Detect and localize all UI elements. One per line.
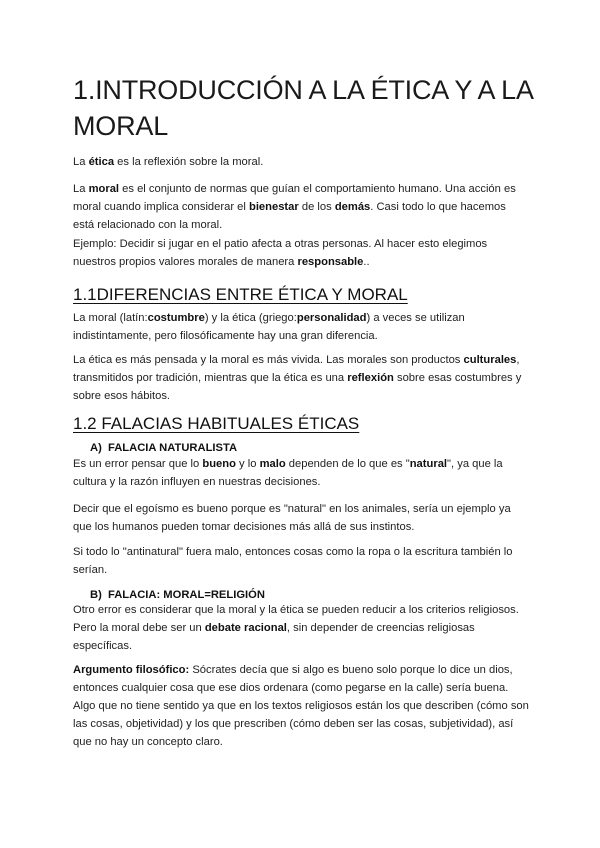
text-run: es la reflexión sobre la moral. (114, 156, 264, 168)
fallacy-b-paragraph-1 (73, 601, 529, 655)
bold-term-reflexion: reflexión (347, 372, 394, 384)
text-run: La moral (latín: (73, 312, 148, 324)
section-heading-1-1: 1.1DIFERENCIAS ENTRE ÉTICA Y MORAL (73, 285, 408, 304)
text-run: es el conjunto de normas que guían el comportamiento humano. Una acción es moral cuando implica considerar el (73, 183, 516, 213)
bold-term-demas: demás (334, 201, 371, 213)
bold-term-natural: natural (409, 458, 448, 470)
intro-paragraph-1 (73, 153, 529, 171)
text-run: , transmitidos por tradición, mientras que la ética es una (73, 354, 520, 384)
subheading-text: FALACIA NATURALISTA (108, 442, 238, 454)
text-run: Otro error es considerar que la moral y la ética se pueden reducir a los criterios religiosos. Pero la moral debe ser un (73, 604, 519, 634)
bold-term-moral: moral (88, 183, 120, 195)
text-run: .. (363, 256, 370, 268)
text-run: La ética es más pensada y la moral es más vivida. Las morales son productos (73, 354, 464, 366)
bold-term-malo: malo (259, 458, 286, 470)
subheading-falacia-naturalista (90, 440, 510, 456)
bold-term-costumbre: costumbre (147, 312, 205, 324)
bold-term-responsable: responsable (297, 256, 364, 268)
text-run: dependen de lo que es " (285, 458, 410, 470)
text-run: Es un error pensar que lo (73, 458, 203, 470)
page-title: 1.INTRODUCCIÓN A LA ÉTICA Y A LA MORAL (73, 75, 533, 141)
subheading-label: B) (90, 589, 102, 601)
text-run: Ejemplo: Decidir si jugar en el patio afecta a otras personas. Al hacer esto elegimos nuestros propios valores morales de manera (73, 238, 488, 268)
text-run: Sócrates decía que si algo es bueno solo porque lo dice un dios, entonces cualquier cosa que ese dios ordenara (como pegarse en la calle) sería buena. Algo que no tiene sentido ya que en los textos religiosos están los que describen (cómo son las cosas, objetividad) y los que prescriben (cómo deben ser las cosas, subjetividad), así que no hay un concepto claro. (73, 664, 529, 748)
intro-paragraph-3 (73, 235, 529, 271)
bold-term-etica: ética (88, 156, 115, 168)
text-run: de los (298, 201, 335, 213)
text-run: . Casi todo lo que hacemos está relacionado con la moral. (73, 201, 506, 231)
text-run: sobre esas costumbres y sobre esos hábitos. (73, 372, 522, 402)
fallacy-a-paragraph-3: Si todo lo "antinatural" fuera malo, entonces cosas como la ropa o la escritura también lo serían. (73, 546, 513, 576)
intro-paragraph-2 (73, 180, 529, 234)
text-run: , sin depender de creencias religiosas específicas. (73, 622, 475, 652)
fallacy-b-paragraph-2 (73, 661, 529, 751)
bold-term-bienestar: bienestar (248, 201, 299, 213)
text-run: La (73, 183, 89, 195)
bold-term-argumento-filosofico: Argumento filosófico: (73, 664, 190, 676)
text-run: La (73, 156, 89, 168)
bold-term-bueno: bueno (202, 458, 236, 470)
section1-paragraph-2 (73, 351, 529, 405)
fallacy-a-paragraph-2: Decir que el egoísmo es bueno porque es "natural" en los animales, sería un ejemplo ya que los humanos pueden tomar decisiones más allá de sus instintos. (73, 503, 511, 533)
section1-paragraph-1 (73, 309, 529, 345)
subheading-text: FALACIA: MORAL=RELIGIÓN (108, 589, 265, 601)
bold-term-personalidad: personalidad (296, 312, 367, 324)
section-heading-1-2: 1.2 FALACIAS HABITUALES ÉTICAS (73, 414, 360, 433)
fallacy-a-paragraph-1 (73, 455, 529, 491)
bold-term-debate-racional: debate racional (204, 622, 287, 634)
bold-term-culturales: culturales (463, 354, 517, 366)
subheading-label: A) (90, 442, 102, 454)
text-run: y lo (235, 458, 260, 470)
text-run: ) a veces se utilizan indistintamente, pero filosóficamente hay una gran diferencia. (73, 312, 465, 342)
text-run: ", ya que la cultura y la razón influyen en nuestras decisiones. (73, 458, 503, 488)
text-run: ) y la ética (griego: (204, 312, 297, 324)
